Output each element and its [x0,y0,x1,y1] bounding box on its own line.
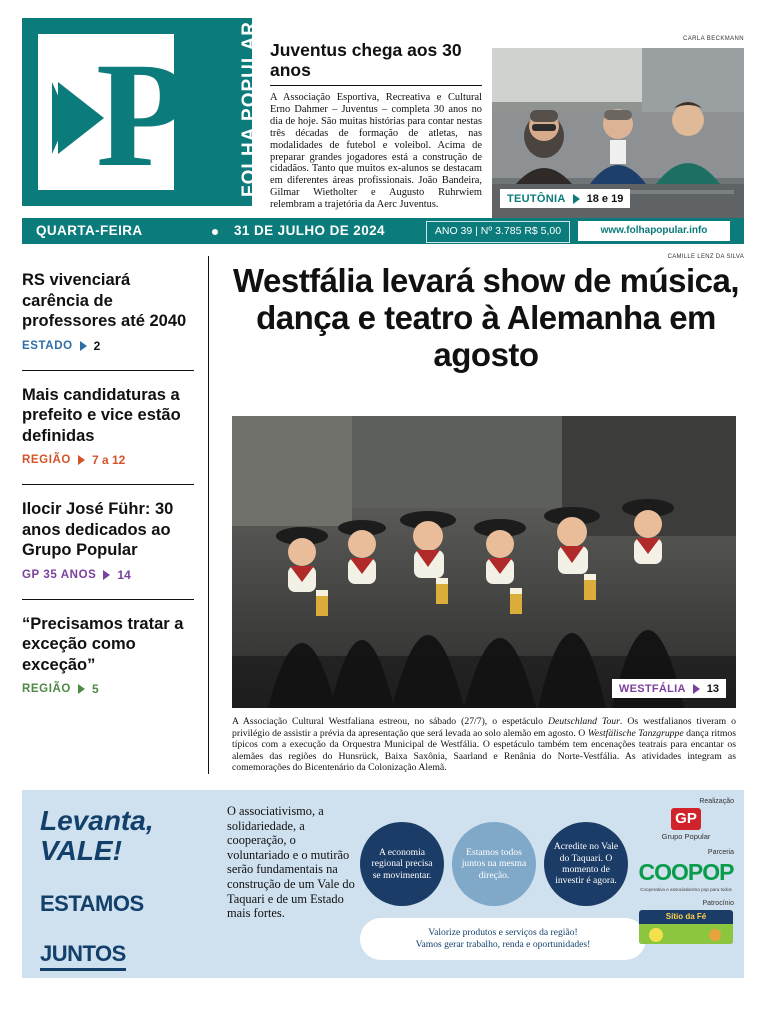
logo-letter: P [96,32,188,198]
sitio-da-fe-logo-icon [639,910,733,944]
weekday-label: QUARTA-FEIRA [36,223,143,238]
coopop-logo-icon: COOPOP [638,859,734,885]
ad-bubble-3: Acredite no Vale do Taquari. O momento de investir é agora. [544,822,628,906]
lead-headline: Juventus chega aos 30 anos [270,40,462,80]
ad-strip-line2: Vamos gerar trabalho, renda e oportunidades! [415,939,591,950]
triangle-icon [78,455,85,465]
triangle-icon [80,341,87,351]
sidebar-item-page: 14 [117,567,131,582]
ad-title-line2: VALE! [40,835,122,866]
top-photo-tag-name: TEUTÔNIA [507,192,566,205]
sidebar-item-regiao-candidaturas[interactable] [22,385,194,468]
logo-vertical-text [180,21,260,198]
sitio-figure-icon [649,928,663,942]
main-photo-credit: CAMILLE LENZ DA SILVA [667,254,744,260]
main-photo-caption [232,716,736,774]
separator-dot-icon [212,229,218,235]
sidebar-item-footer [22,568,194,582]
caption-part-1: A Associação Cultural Westfaliana estreou, no sábado (27/7), o espetáculo [232,716,548,727]
ad-sponsors [638,798,734,944]
lead-divider [270,85,482,86]
column-divider [208,256,209,774]
ad-body-text: O associativismo, a solidariedade, a cooperação, o voluntariado e o mutirão serão fundamentais na construção de um Vale do Taquari e de um Estado mais fortes. [227,804,355,921]
sidebar [22,270,194,713]
sidebar-item-estado[interactable] [22,270,194,353]
triangle-icon [78,684,85,694]
triangle-icon [693,684,700,694]
main-photo-tag[interactable] [612,679,726,698]
masthead [22,18,744,211]
main-photo [232,416,736,708]
sponsor-name-patrocinio: Sítio da Fé [665,912,707,921]
sidebar-item-headline: “Precisamos tratar a exceção como exceção” [22,614,184,674]
lead-body: A Associação Esportiva, Recreativa e Cultural Erno Dahmer – Juventus – completa 30 anos no dia de hoje. São muitas histórias para contar nestas três décadas de formação de atletas, nas modalidades de futebol e voleibol. Acima de preparar grandes jogadores está a construção de cidadãos. Tanto que muitos ex-alunos se destacam em diferentes áreas profissionais. João Bandeira, Gilmar Wietholter e Augusto Ruhrwiem relembram a trajetória da Aerc Juventus. [270,92,482,211]
ad-bubbles [360,818,630,910]
ad-strip-line1: Valorize produtos e serviços da região! [428,927,578,938]
sidebar-item-page: 2 [93,338,101,353]
sponsor-label-parceria: Parceria [707,849,734,856]
ad-bubble-2: Estamos todos juntos na mesma direção. [452,822,536,906]
grupo-popular-logo-icon: GP [671,808,701,830]
brand-name: FOLHA POPULAR [238,21,260,197]
logo-inner [30,21,260,198]
sidebar-divider [22,599,194,600]
sidebar-divider [22,484,194,485]
ad-title-block [40,806,210,966]
top-photo-tag-page: 18 e 19 [586,192,624,205]
date-bar [22,218,744,244]
sidebar-item-gp35anos[interactable] [22,499,194,582]
sidebar-item-section: ESTADO [22,339,73,352]
sponsor-label-realizacao: Realização [699,798,734,805]
main-photo-tag-name: WESTFÁLIA [618,682,686,695]
sidebar-item-section: GP 35 ANOS [22,568,97,581]
website-label: www.folhapopular.info [600,225,708,236]
lead-story [270,40,482,211]
sidebar-item-headline: Ilocir José Führ: 30 anos dedicados ao Grupo Popular [22,500,174,559]
sidebar-item-page: 5 [91,682,99,696]
sponsor-label-patrocinio: Patrocínio [702,900,734,907]
ad-title-line1: Levanta, [40,805,154,836]
ad-bubble-1: A economia regional precisa se movimentar. [360,822,444,906]
top-photo-credit: CARLA BECKMANN [683,36,744,42]
edition-label: ANO 39 | Nº 3.785 R$ 5,00 [434,225,562,237]
sidebar-item-regiao-excecao[interactable] [22,614,194,697]
main-photo-image [232,416,736,708]
ad-subtitle-line2: JUNTOS [40,941,126,971]
sidebar-item-section: REGIÃO [22,454,71,466]
ad-call-to-action [360,918,646,960]
top-photo-tag[interactable] [500,189,630,208]
caption-italic-2: Westfälische Tanzgruppe [587,727,684,739]
date-label: 31 DE JULHO DE 2024 [234,223,385,238]
triangle-icon [573,194,580,204]
sidebar-item-headline: Mais candidaturas a prefeito e vice estão definidas [22,385,181,445]
caption-part-2: . Os westfalianos tiveram o privilégio de assistir a prévia da apresentação que será levada ao solo alemão em agosto. O [232,716,736,739]
sidebar-item-footer [22,453,194,467]
main-story [228,254,744,373]
sidebar-item-page: 7 a 12 [91,453,126,467]
sidebar-item-section: REGIÃO [22,683,71,695]
sidebar-item-footer [22,682,194,696]
sidebar-item-headline: RS vivenciará carência de professores até 2040 [22,271,187,330]
edition-box [426,221,570,243]
top-photo [492,48,744,218]
ad-subtitle-line1: ESTAMOS [40,891,144,916]
page-title: Westfália levará show de música, dança e teatro à Alemanha em agosto [232,262,740,373]
caption-part-3: dança ritmos típicos com a execução da Orquestra Municipal de Westfália. O espetáculo também tem encenações teatrais para encantar os alemães das regiões do Hunsrück, Baixa Saxônia, Saarland e Renânia do Norte-Vestfália. As atividades integram as comemorações do Bicentenário da Colonização Alemã. [232,727,736,774]
triangle-icon [103,570,110,580]
sponsor-name-realizacao: Grupo Popular [661,832,711,841]
website-box[interactable] [578,221,730,241]
logo-block [22,18,260,206]
advertisement [22,790,744,978]
main-photo-tag-page: 13 [706,682,719,695]
caption-italic-1: Deutschland Tour [547,716,620,727]
sponsor-name-parceria: Cooperativa e associativismo pop para todos [640,887,732,892]
sidebar-divider [22,370,194,371]
sitio-figure2-icon [709,929,721,941]
sidebar-item-footer [22,339,194,353]
